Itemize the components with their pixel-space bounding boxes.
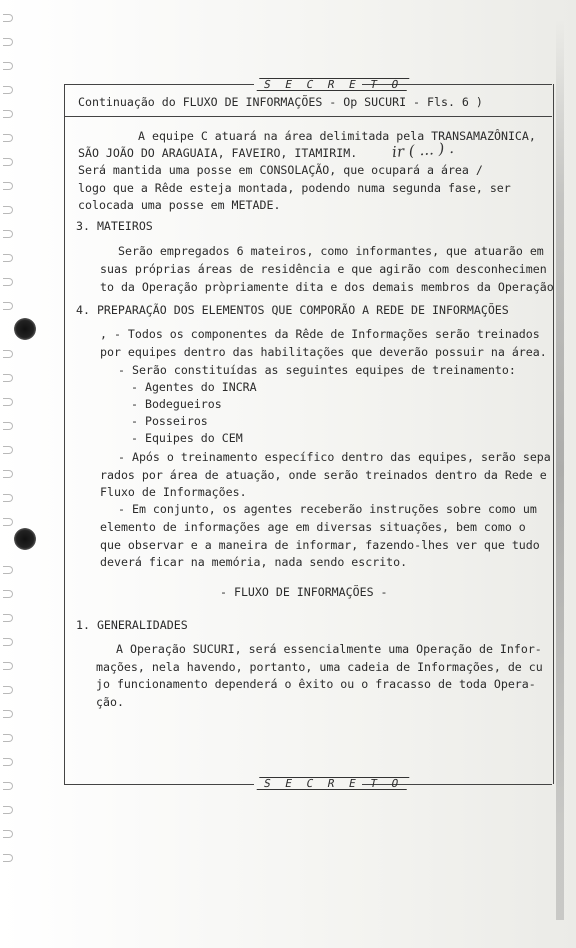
binder-hole <box>3 350 13 358</box>
punch-hole <box>14 528 36 550</box>
section-heading-mateiros: 3. MATEIROS <box>76 219 153 233</box>
binder-hole <box>3 374 13 382</box>
binder-hole <box>3 14 13 22</box>
binder-hole <box>3 182 13 190</box>
generalidades-line: A Operação SUCURI, será essencialmente uma Operação de Infor- <box>116 642 542 656</box>
generalidades-line: mações, nela havendo, portanto, uma cadeia de Informações, de cu <box>96 660 543 674</box>
classification-stamp-bottom: S E C R E T O <box>257 777 410 790</box>
intro-line: SÃO JOÃO DO ARAGUAIA, FAVEIRO, ITAMIRIM. <box>78 146 358 160</box>
preparacao-line: deverá ficar na memória, nada sendo escrito. <box>100 555 408 569</box>
binder-hole <box>3 590 13 598</box>
handwritten-note: ir ( ... ) . <box>391 138 455 162</box>
scan-shadow <box>556 20 564 920</box>
binder-hole <box>3 806 13 814</box>
binder-hole <box>3 254 13 262</box>
fluxo-title: - FLUXO DE INFORMAÇÕES - <box>220 585 388 599</box>
frame-top-rule <box>64 84 254 85</box>
binder-hole <box>3 62 13 70</box>
binder-hole <box>3 38 13 46</box>
binder-hole <box>3 158 13 166</box>
team-list-item: - Equipes do CEM <box>131 431 243 445</box>
team-list-item: - Agentes do INCRA <box>131 380 257 394</box>
binder-hole <box>3 758 13 766</box>
preparacao-line: , - Todos os componentes da Rêde de Informações serão treinados <box>100 327 540 341</box>
header-rule <box>64 116 552 117</box>
preparacao-line: elemento de informações age em diversas situações, bem como o <box>100 520 526 534</box>
binder-hole <box>3 86 13 94</box>
binder-holes <box>0 0 18 948</box>
section-heading-preparacao: 4. PREPARAÇÃO DOS ELEMENTOS QUE COMPORÃO A REDE DE INFORMAÇÕES <box>76 303 509 317</box>
binder-hole <box>3 782 13 790</box>
intro-line: logo que a Rêde esteja montada, podendo numa segunda fase, ser <box>78 181 511 195</box>
preparacao-line: - Após o treinamento específico dentro das equipes, serão sepa <box>118 450 551 464</box>
binder-hole <box>3 662 13 670</box>
binder-hole <box>3 638 13 646</box>
binder-hole <box>3 566 13 574</box>
team-list-item: - Posseiros <box>131 414 208 428</box>
preparacao-line: que observar e a maneira de informar, fazendo-lhes ver que tudo <box>100 538 540 552</box>
binder-hole <box>3 110 13 118</box>
intro-line: colocada uma posse em METADE. <box>78 198 281 212</box>
mateiros-line: Serão empregados 6 mateiros, como informantes, que atuarão em <box>118 244 544 258</box>
header-title: Continuação do FLUXO DE INFORMAÇÕES - Op SUCURI - Fls. 6 ) <box>78 95 483 109</box>
binder-hole <box>3 446 13 454</box>
binder-hole <box>3 422 13 430</box>
binder-hole <box>3 278 13 286</box>
preparacao-line: - Serão constituídas as seguintes equipes de treinamento: <box>118 363 516 377</box>
binder-hole <box>3 302 13 310</box>
binder-hole <box>3 398 13 406</box>
binder-hole <box>3 710 13 718</box>
preparacao-line: por equipes dentro das habilitações que deverão possuir na área. <box>100 345 547 359</box>
section-heading-generalidades: 1. GENERALIDADES <box>76 618 188 632</box>
preparacao-line: rados por área de atuação, onde serão treinados dentro da Rede e <box>100 468 547 482</box>
intro-line: A equipe C atuará na área delimitada pela TRANSAMAZÔNICA, <box>138 129 536 143</box>
classification-stamp-top: S E C R E T O <box>257 78 410 91</box>
binder-hole <box>3 686 13 694</box>
binder-hole <box>3 206 13 214</box>
binder-hole <box>3 230 13 238</box>
generalidades-line: ção. <box>96 695 124 709</box>
preparacao-line: - Em conjunto, os agentes receberão instruções sobre como um <box>118 502 537 516</box>
generalidades-line: jo funcionamento dependerá o êxito ou o fracasso de toda Opera- <box>96 677 536 691</box>
frame-bottom-rule <box>64 784 254 785</box>
binder-hole <box>3 854 13 862</box>
binder-hole <box>3 518 13 526</box>
binder-hole <box>3 734 13 742</box>
binder-hole <box>3 134 13 142</box>
preparacao-line: Fluxo de Informações. <box>100 485 247 499</box>
binder-hole <box>3 470 13 478</box>
team-list-item: - Bodegueiros <box>131 397 222 411</box>
mateiros-line: to da Operação pròpriamente dita e dos demais membros da Operação <box>100 280 554 294</box>
mateiros-line: suas próprias áreas de residência e que agirão com desconhecimen <box>100 262 547 276</box>
binder-hole <box>3 494 13 502</box>
intro-line: Será mantida uma posse em CONSOLAÇÃO, que ocupará a área / <box>78 163 483 177</box>
punch-hole <box>14 318 36 340</box>
binder-hole <box>3 830 13 838</box>
binder-hole <box>3 614 13 622</box>
